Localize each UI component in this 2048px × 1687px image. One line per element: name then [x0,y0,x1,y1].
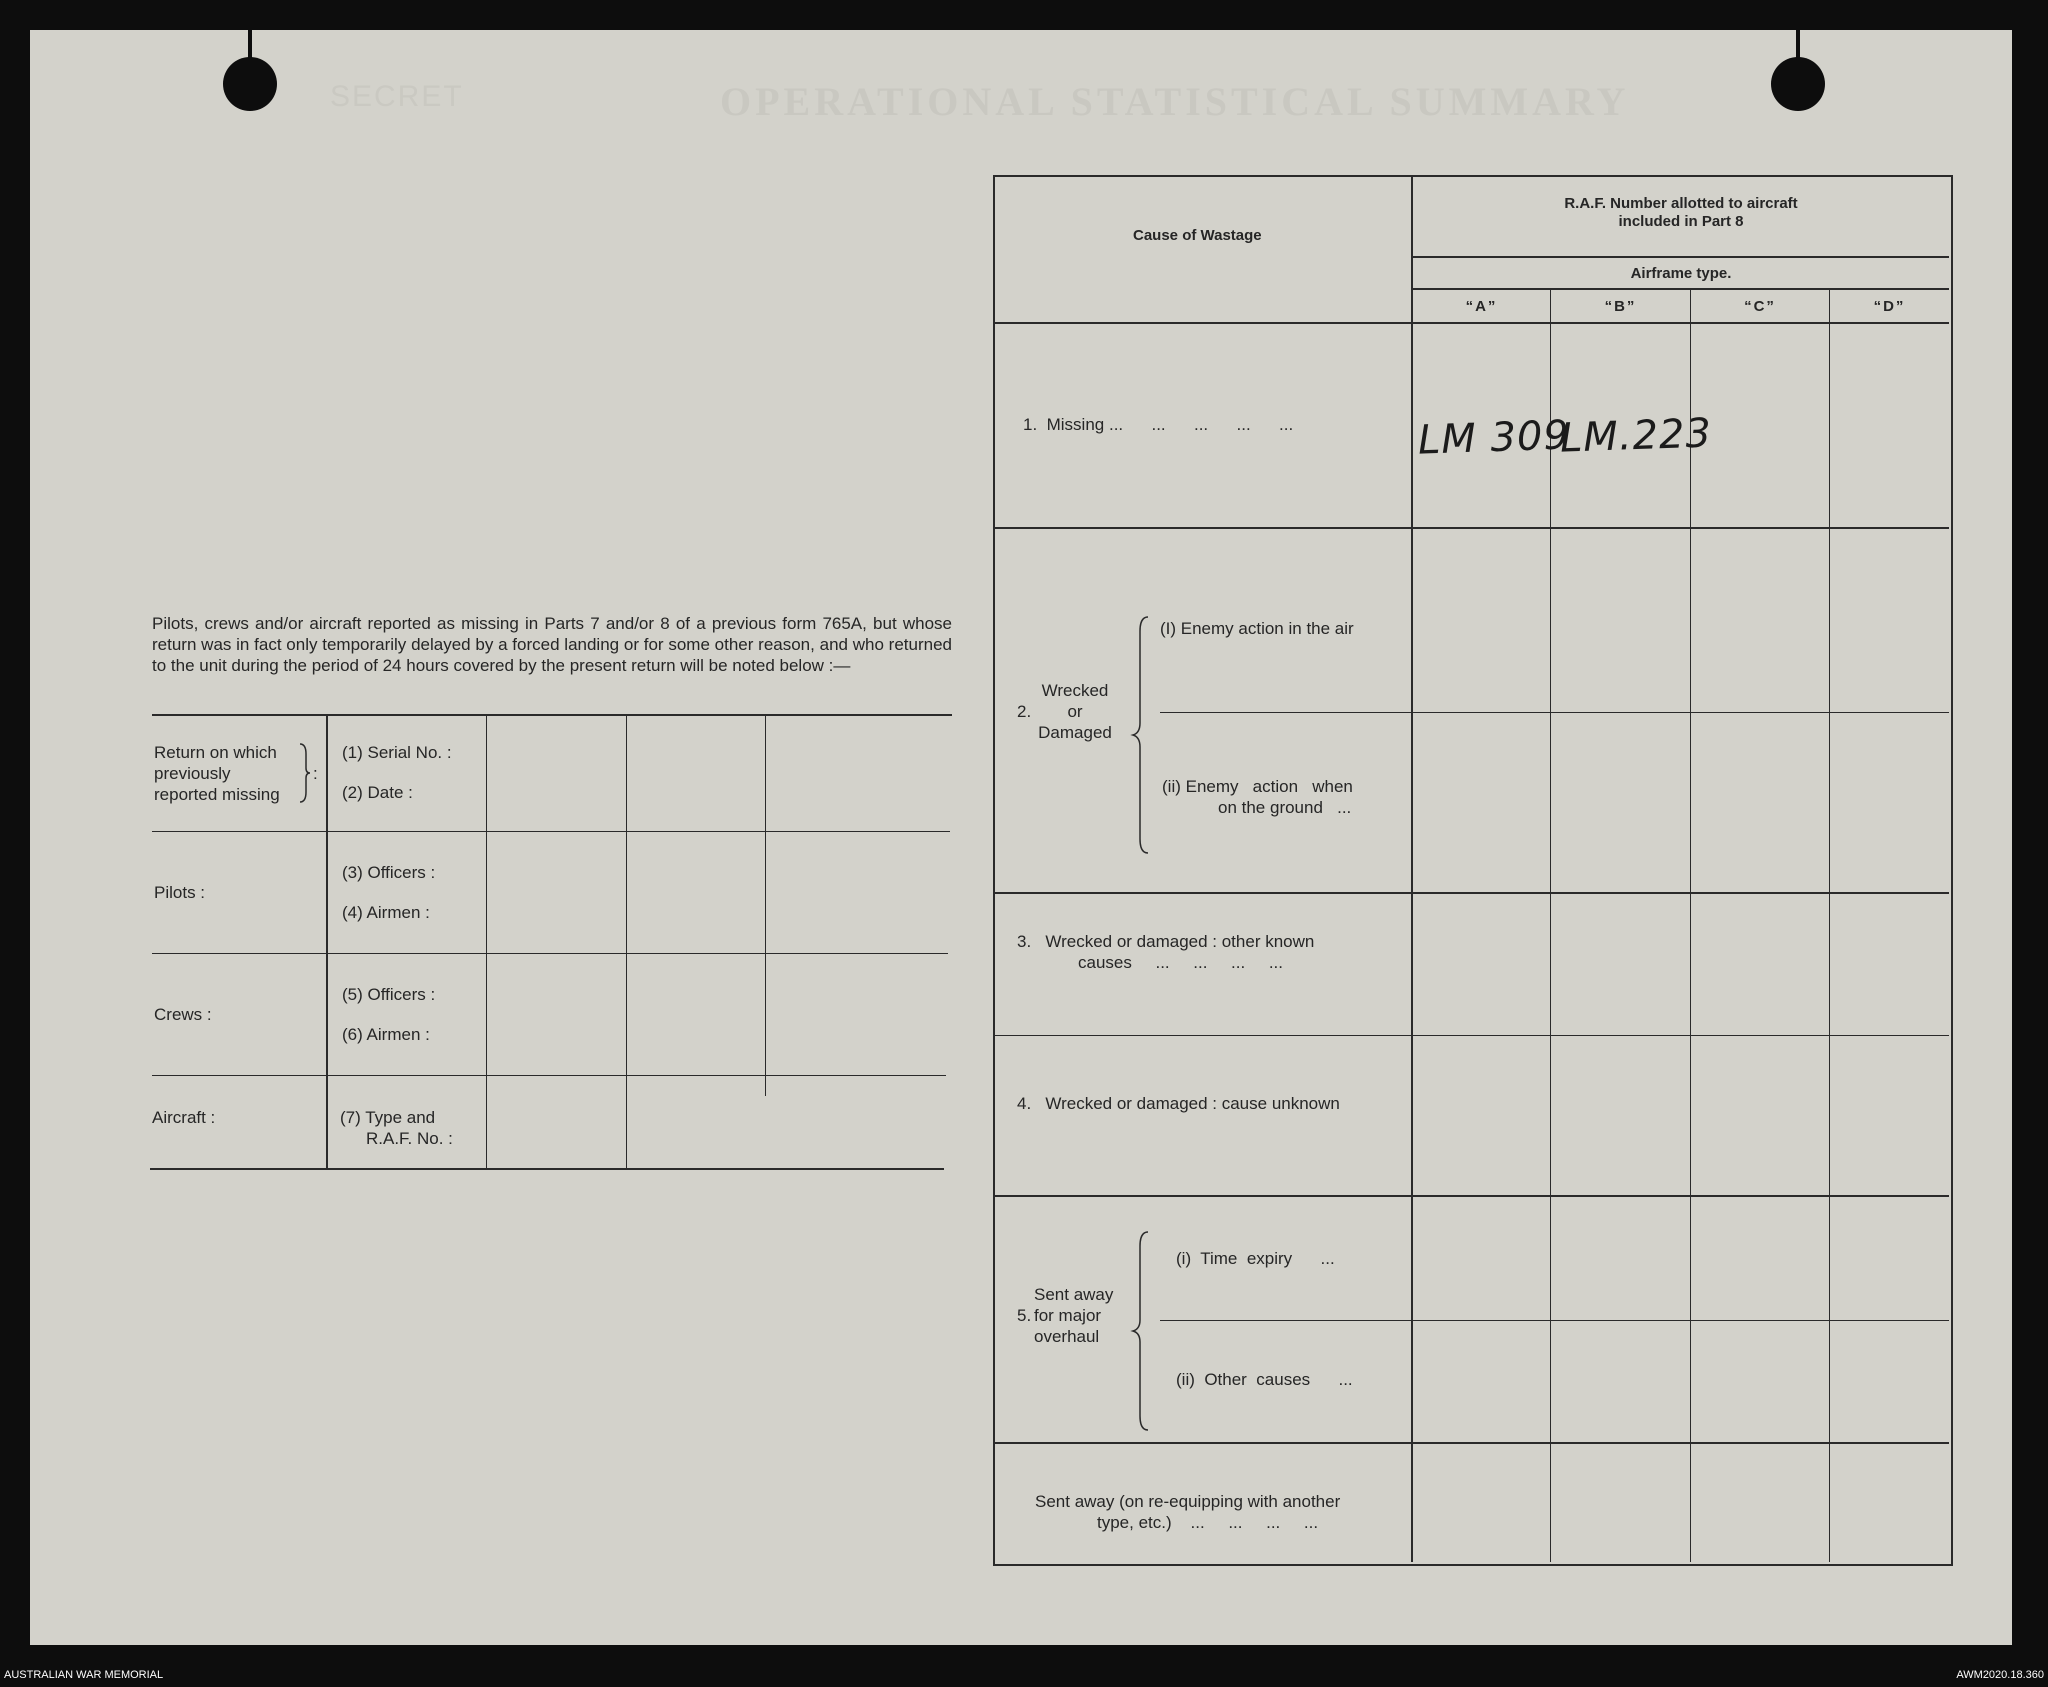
group-crews: Crews : [154,1005,212,1024]
field-date: (2) Date : [342,783,413,802]
header-raf-number: R.A.F. Number allotted to aircraft included in Part 8 [1564,195,1798,230]
field-crew-airmen: (6) Airmen : [342,1025,430,1044]
group-return-missing: Return on which previously reported missing [154,743,280,804]
row-wrecked-number: 2. [1017,702,1032,721]
header-cause-of-wastage: Cause of Wastage [1133,227,1262,244]
row-enemy-ground-a: (ii) Enemy action when [1162,777,1353,796]
col-b-header: “B” [1604,298,1637,315]
brace-right [298,742,312,804]
row-overhaul-label: Sent away for major overhaul [1034,1285,1114,1346]
row-enemy-air: (I) Enemy action in the air [1160,619,1354,638]
row-time-expiry: (i) Time expiry ... [1176,1249,1335,1268]
handwritten-a-missing: LM 309 [1417,412,1571,464]
field-serial-no: (1) Serial No. : [342,743,452,762]
show-through-title: OPERATIONAL STATISTICAL SUMMARY [720,79,1630,124]
row-overhaul-number: 5. [1017,1306,1032,1325]
punch-hole-right [1771,57,1825,111]
handwritten-b-missing: LM.223 [1559,410,1713,462]
col-d-header: “D” [1873,298,1906,315]
intro-paragraph: Pilots, crews and/or aircraft reported as missing in Parts 7 and/or 8 of a previous form 765A, but whose return was in fact only temporarily delayed by a forced landing or for some other reason, and who returned to the unit during the period of 24 hours covered by the present return will be noted below :— [152,614,952,675]
group-pilots: Pilots : [154,883,206,902]
field-crew-officers: (5) Officers : [342,985,436,1004]
punch-hole-left [223,57,277,111]
row-wrecked-label: Wrecked or Damaged [1038,681,1112,742]
row-enemy-ground-b: on the ground ... [1218,798,1352,817]
row-other-causes: (ii) Other causes ... [1176,1370,1353,1389]
show-through-secret: SECRET [330,80,464,113]
field-aircraft-raf-no: R.A.F. No. : [366,1129,453,1148]
row-missing-label: 1. Missing ... ... ... ... ... [1023,415,1294,434]
brace-left-overhaul [1130,1230,1150,1432]
row-other-known-b: causes ... ... ... ... [1078,953,1284,972]
footer-accession-number: AWM2020.18.360 [1956,1669,2044,1681]
row-other-known-a: 3. Wrecked or damaged : other known [1017,932,1315,951]
field-pilot-airmen: (4) Airmen : [342,903,430,922]
row-reequipping-b: type, etc.) ... ... ... ... [1097,1513,1319,1532]
field-pilot-officers: (3) Officers : [342,863,436,882]
row-cause-unknown: 4. Wrecked or damaged : cause unknown [1017,1094,1340,1113]
brace-left-wrecked [1130,615,1150,855]
footer-source: AUSTRALIAN WAR MEMORIAL [4,1669,164,1681]
header-airframe-type: Airframe type. [1630,265,1732,282]
document-page: OPERATIONAL STATISTICAL SUMMARY SECRET Pilots, crews and/or aircraft reported as missing in Parts 7 and/or 8 of a previous form 765A, but whose return was in fact only temporarily delayed by a forced landing or for some other reason, and who returned to the unit during the period of 24 hours covered by the present return will be noted below :— Return on which previously reported missing : (1) Serial No. : (2) Date : Pilots : (3) Officers : (4) Airmen : Crews : (5) Officers : (6) Airmen : Aircraft : (7) Type and R.A.F. No. : Cause of Wastage R.A.F. Number allotted to aircraft included in Part 8 Airframe type. “A” “B” “C” “D” 1. Missing ... ... ... ... ... LM 309 LM.223 2. Wrecked or Damaged (I) Enemy action in the air (ii) Enemy action when on the ground ... 3. Wrecked or damaged : other known causes ... ... ... ... 4. Wrecked or damaged : cause unknown 5. Sent away for major overhaul (i) Time expiry ... (ii) Other causes ... Sent away (on re-equipping with another type, etc.) ... ... ... ... [30,30,2012,1645]
col-a-header: “A” [1465,298,1498,315]
row-reequipping-a: Sent away (on re-equipping with another [1035,1492,1341,1511]
group-aircraft: Aircraft : [152,1108,216,1127]
field-aircraft-type: (7) Type and [340,1108,436,1127]
col-c-header: “C” [1744,298,1776,315]
